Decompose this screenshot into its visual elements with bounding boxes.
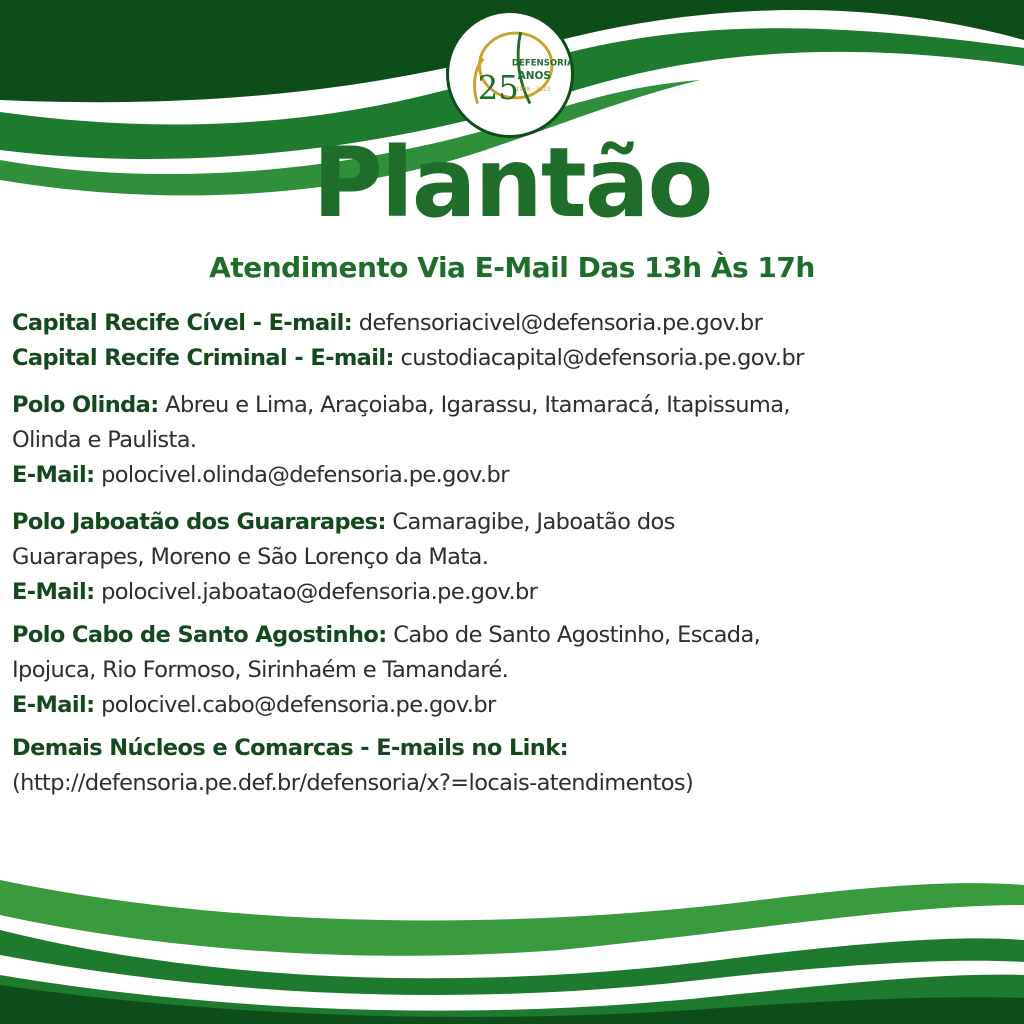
capital-criminal-label: Capital Recife Criminal - E-mail: <box>12 345 394 371</box>
svg-text:ANOS: ANOS <box>517 69 551 82</box>
polo-olinda-line2: Olinda e Paulista. <box>12 427 197 453</box>
content <box>12 306 1017 801</box>
polo-cabo-email-label: E-Mail: <box>12 692 95 718</box>
svg-text:1998 · 2023: 1998 · 2023 <box>515 87 551 94</box>
polo-jaboatao-line2: Guararapes, Moreno e São Lorenço da Mata. <box>12 544 489 570</box>
polo-olinda-label: Polo Olinda: <box>12 392 159 418</box>
polo-olinda-email-label: E-Mail: <box>12 462 95 488</box>
capital-criminal-email[interactable]: custodiacapital@defensoria.pe.gov.br <box>400 345 804 371</box>
polo-cabo-email-line <box>12 688 1017 723</box>
polo-jaboatao-email-label: E-Mail: <box>12 579 95 605</box>
polo-jaboatao-label: Polo Jaboatão dos Guararapes: <box>12 509 386 535</box>
polo-jaboatao-text1: Camaragibe, Jaboatão dos <box>392 509 675 535</box>
polo-jaboatao-email[interactable]: polocivel.jaboatao@defensoria.pe.gov.br <box>101 579 538 605</box>
capital-criminal-line <box>12 341 1017 376</box>
polo-cabo-line1 <box>12 618 1017 653</box>
capital-civel-email[interactable]: defensoriacivel@defensoria.pe.gov.br <box>358 310 763 336</box>
demais-link[interactable]: (http://defensoria.pe.def.br/defensoria/x?=locais-atendimentos) <box>12 770 694 796</box>
polo-cabo-email[interactable]: polocivel.cabo@defensoria.pe.gov.br <box>101 692 496 718</box>
page-title: Plantão <box>312 127 712 239</box>
demais-label: Demais Núcleos e Comarcas - E-mails no Link: <box>12 735 568 761</box>
polo-jaboatao-email-line <box>12 575 1017 610</box>
polo-jaboatao-line1 <box>12 505 1017 540</box>
defensoria-25-anos-logo <box>446 10 574 138</box>
demais-label-line <box>12 731 1017 766</box>
polo-olinda-line1 <box>12 388 1017 423</box>
polo-olinda-text1: Abreu e Lima, Araçoiaba, Igarassu, Itamaracá, Itapissuma, <box>165 392 790 418</box>
polo-olinda-email[interactable]: polocivel.olinda@defensoria.pe.gov.br <box>101 462 509 488</box>
polo-cabo-text1: Cabo de Santo Agostinho, Escada, <box>393 622 761 648</box>
capital-civel-label: Capital Recife Cível - E-mail: <box>12 310 353 336</box>
polo-cabo-label: Polo Cabo de Santo Agostinho: <box>12 622 387 648</box>
polo-cabo-line2: Ipojuca, Rio Formoso, Sirinhaém e Tamandaré. <box>12 657 509 683</box>
page-subtitle: Atendimento Via E-Mail Das 13h Às 17h <box>209 251 815 284</box>
capital-civel-line <box>12 306 1017 341</box>
polo-olinda-email-line <box>12 458 1017 493</box>
svg-text:DEFENSORIA: DEFENSORIA <box>511 58 571 69</box>
svg-text:25: 25 <box>477 68 519 107</box>
